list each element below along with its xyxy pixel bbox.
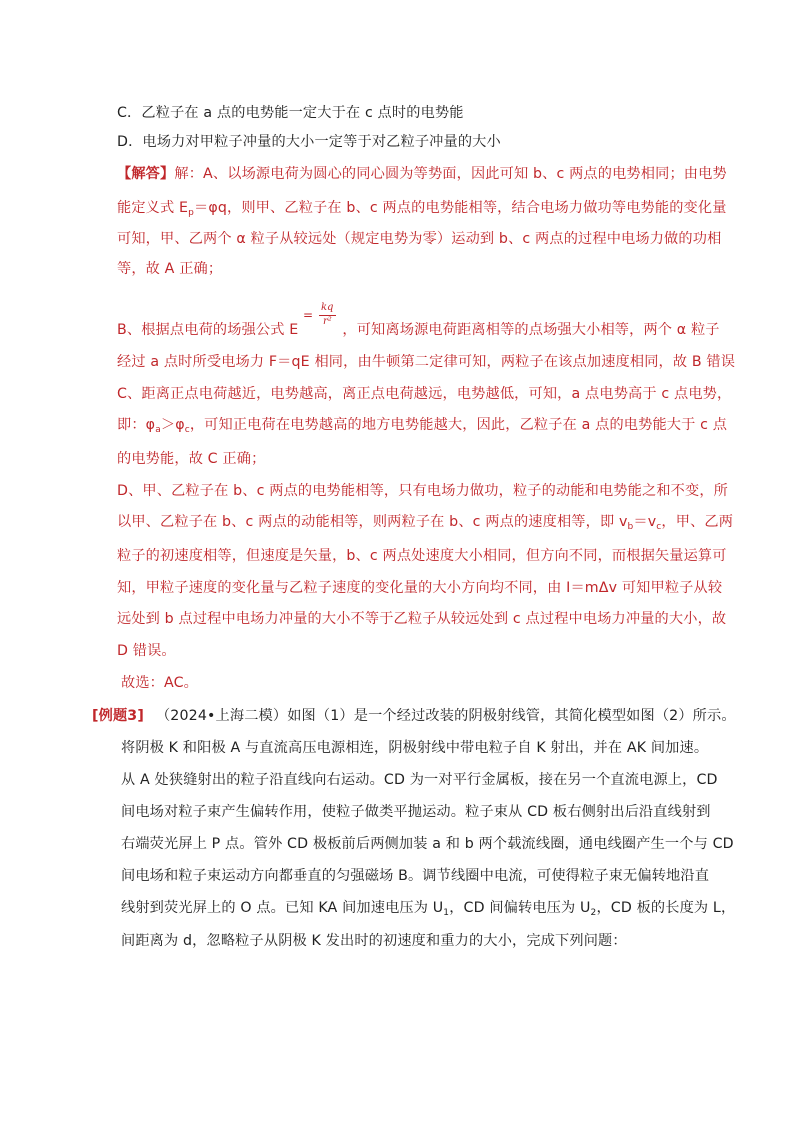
formula-denominator: r² xyxy=(323,316,332,327)
answer-line-4: 等，故 A 正确； xyxy=(117,261,223,277)
answer-line-12: 粒子的初速度相等，但速度是矢量，b、c 两点处速度大小相同，但方向不同，而根据矢量运算可 xyxy=(117,548,727,564)
answer-text: ，可知离场源电荷距离相等的点场强大小相等，两个 α 粒子 xyxy=(342,322,720,338)
subscript: 1 xyxy=(443,908,450,918)
answer-line-7: C、距离正点电荷越近，电势越高，离正点电荷越远，电势越低，可知，a 点电势高于 c 点电势， xyxy=(117,386,732,402)
example-line-2: 将阴极 K 和阳极 A 与直流高压电源相连，阴极射线中带电粒子自 K 射出，并在 AK 间加速。 xyxy=(121,740,709,756)
example-line-6: 间电场和粒子束运动方向都垂直的匀强磁场 B。调节线圈中电流，可使得粒子束无偏转地沿直 xyxy=(121,868,710,884)
answer-line-15: D 错误。 xyxy=(117,643,176,659)
answer-text: 能定义式 E xyxy=(117,200,189,216)
answer-text: ＞φ xyxy=(160,417,185,433)
answer-text: ，可知正电荷在电势越高的地方电势能越大，因此，乙粒子在 a 点的电势能大于 c 点 xyxy=(189,417,728,433)
option-c: C．乙粒子在 a 点的电势能一定大于在 c 点时的电势能 xyxy=(117,105,464,121)
example-tag: [例题3] xyxy=(92,708,144,724)
answer-line-6: 经过 a 点时所受电场力 F＝qE 相同，由牛顿第二定律可知，两粒子在该点加速度相同，故 B 错误 xyxy=(117,354,736,370)
answer-tag: 【解答】 xyxy=(117,166,175,182)
option-d: D．电场力对甲粒子冲量的大小一定等于对乙粒子冲量的大小 xyxy=(117,134,501,150)
answer-line-13: 知，甲粒子速度的变化量与乙粒子速度的变化量的大小方向均不同，由 I＝mΔv 可知甲粒子从较 xyxy=(117,580,723,596)
example-line-7 xyxy=(121,898,735,923)
formula-numerator: kq xyxy=(321,302,334,313)
example-line-8: 间距离为 d，忽略粒子从阴极 K 发出时的初速度和重力的大小，完成下列问题： xyxy=(121,933,627,949)
answer-choice: 故选：AC。 xyxy=(121,675,199,691)
answer-text: ，甲、乙两 xyxy=(661,514,734,530)
formula-e-kq-r2 xyxy=(303,302,339,334)
answer-line-5 xyxy=(117,320,720,340)
answer-line-2 xyxy=(117,198,727,223)
subscript: c xyxy=(656,522,662,532)
subscript: c xyxy=(184,425,190,435)
subscript: b xyxy=(627,522,634,532)
answer-line-3: 可知，甲、乙两个 α 粒子从较远处（规定电势为零）运动到 b、c 两点的过程中电场力做的功相 xyxy=(117,231,722,247)
example-text: （2024•上海二模）如图（1）是一个经过改装的阴极射线管，其简化模型如图（2）所示。 xyxy=(155,708,736,724)
subscript: 2 xyxy=(590,908,597,918)
example-line-4: 间电场对粒子束产生偏转作用，使粒子做类平抛运动。粒子束从 CD 板右侧射出后沿直线射到 xyxy=(121,804,711,820)
formula-eq: = xyxy=(303,308,314,322)
answer-text: 以甲、乙粒子在 b、c 两点的动能相等，则两粒子在 b、c 两点的速度相等，即 v xyxy=(117,514,628,530)
answer-line-14: 远处到 b 点过程中电场力冲量的大小不等于乙粒子从较远处到 c 点过程中电场力冲量的大小，故 xyxy=(117,611,727,627)
answer-text: B、根据点电荷的场强公式 E xyxy=(117,322,299,338)
answer-line-10: D、甲、乙粒子在 b、c 两点的电势能相等，只有电场力做功，粒子的动能和电势能之和不变，所 xyxy=(117,483,729,499)
answer-text: ＝φq，则甲、乙粒子在 b、c 两点的电势能相等，结合电场力做功等电势能的变化量 xyxy=(194,200,727,216)
example-text: 线射到荧光屏上的 O 点。已知 KA 间加速电压为 U xyxy=(121,900,444,916)
subscript: p xyxy=(188,208,194,218)
subscript: a xyxy=(155,425,161,435)
example-text: ，CD 间偏转电压为 U xyxy=(449,900,591,916)
answer-text: ＝v xyxy=(633,514,657,530)
answer-text: 解：A、以场源电荷为圆心的同心圆为等势面，因此可知 b、c 两点的电势相同；由电势 xyxy=(174,166,727,182)
example-line-5: 右端荧光屏上 P 点。管外 CD 极板前后两侧加装 a 和 b 两个载流线圈，通电线圈产生一个与 CD xyxy=(121,836,734,852)
answer-line-8 xyxy=(117,415,727,440)
answer-line-1 xyxy=(117,164,727,184)
example-line-1 xyxy=(92,706,736,726)
answer-line-9: 的电势能，故 C 正确； xyxy=(117,451,266,467)
answer-line-11 xyxy=(117,512,733,537)
example-line-3: 从 A 处狭缝射出的粒子沿直线向右运动。CD 为一对平行金属板，接在另一个直流电源上，CD xyxy=(121,772,718,788)
example-text: ，CD 板的长度为 L， xyxy=(596,900,736,916)
answer-text: 即：φ xyxy=(117,417,156,433)
